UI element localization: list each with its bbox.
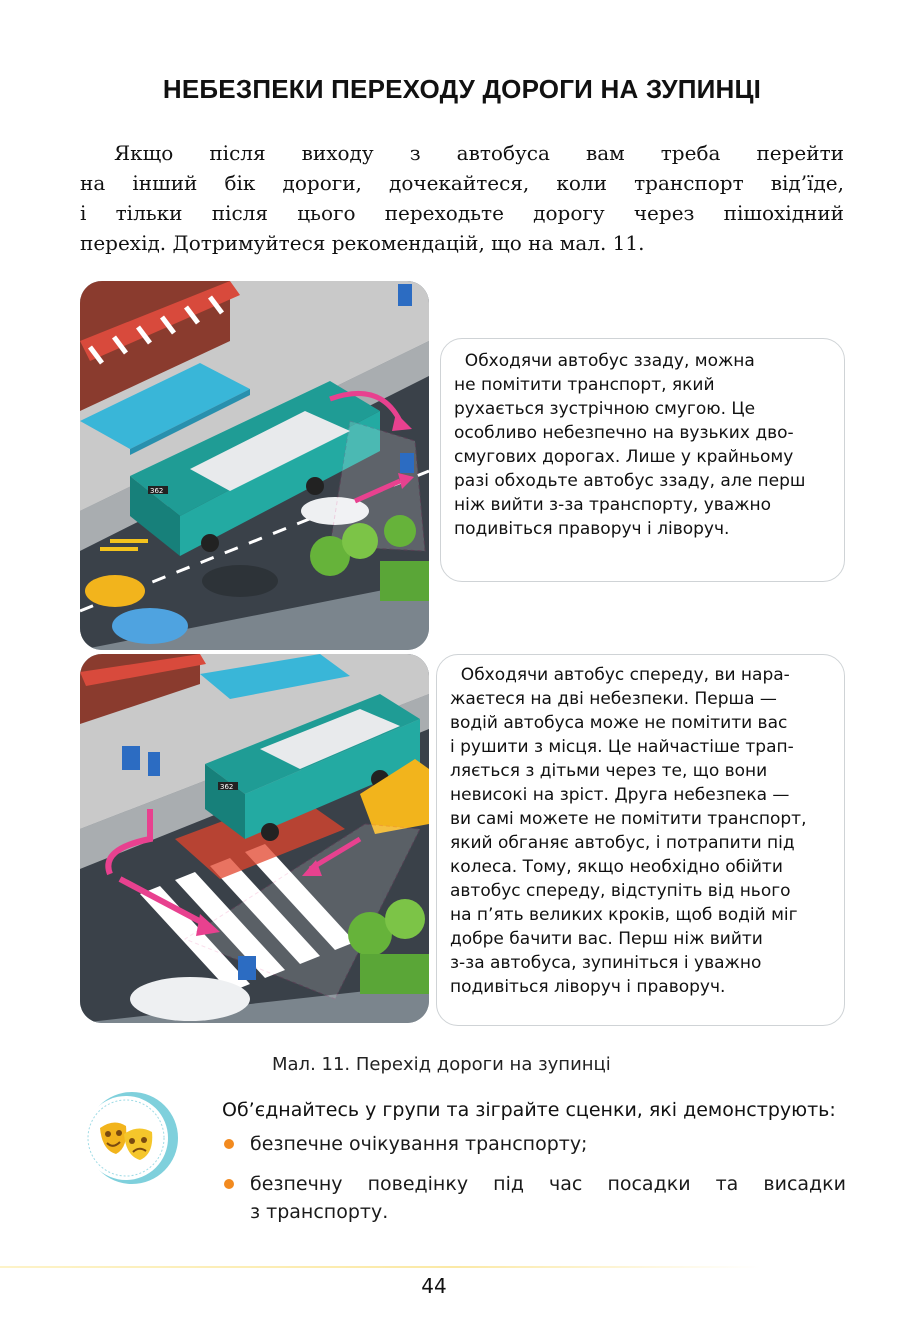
- callout-line: і рушити з місця. Це найчастіше трап-: [450, 737, 794, 757]
- intro-line: на інший бік дороги, дочекайтеся, коли транспорт від’їде,: [80, 171, 844, 195]
- list-item-text: безпечне очікування транспорту;: [250, 1133, 588, 1155]
- callout-line: Обходячи автобус спереду, ви нара-: [450, 665, 790, 685]
- figure-caption: Мал. 11. Перехід дороги на зупинці: [272, 1054, 611, 1075]
- theatre-masks-icon: [80, 1088, 180, 1188]
- callout-line: подивіться праворуч і ліворуч.: [454, 519, 730, 539]
- list-item: [222, 1170, 846, 1226]
- callout-line: рухається зустрічною смугою. Це: [454, 399, 756, 419]
- callout-line: невисокі на зріст. Друга небезпека —: [450, 785, 790, 805]
- callout-line: смугових дорогах. Лише у крайньому: [454, 447, 794, 467]
- illustration-walk-front-bus: [80, 654, 429, 1023]
- list-item-text: безпечну поведінку під час посадки та висадки: [250, 1173, 846, 1195]
- callout-line: який обганяє автобус, і потрапити під: [450, 833, 795, 853]
- intro-line: перехід. Дотримуйтеся рекомендацій, що на мал. 11.: [80, 231, 645, 255]
- bullet-dot-icon: [224, 1179, 234, 1189]
- callout-line: на п’ять великих кроків, щоб водій міг: [450, 905, 798, 925]
- callout-walk-behind: [440, 338, 845, 582]
- street-scene-2: [80, 654, 429, 1023]
- callout-line: ніж вийти з-за транспорту, уважно: [454, 495, 772, 515]
- bullet-dot-icon: [224, 1139, 234, 1149]
- list-item: [222, 1130, 846, 1158]
- illustration-walk-behind-bus: [80, 281, 429, 650]
- intro-paragraph: [80, 138, 844, 258]
- callout-line: ляється з дітьми через те, що вони: [450, 761, 768, 781]
- bus-number: 362: [150, 487, 164, 495]
- intro-line: і тільки після цього переходьте дорогу через пішохідний: [80, 201, 844, 225]
- callout-line: не помітити транспорт, який: [454, 375, 715, 395]
- task-text: Об’єднайтесь у групи та зіграйте сценки, які демонструють:: [222, 1099, 836, 1121]
- callout-line: Обходячи автобус ззаду, можна: [454, 351, 755, 371]
- page-title: НЕБЕЗПЕКИ ПЕРЕХОДУ ДОРОГИ НА ЗУПИНЦІ: [162, 74, 762, 104]
- callout-line: водій автобуса може не помітити вас: [450, 713, 788, 733]
- callout-walk-front: [436, 654, 845, 1026]
- list-item-text: з транспорту.: [250, 1201, 389, 1223]
- callout-line: добре бачити вас. Перш ніж вийти: [450, 929, 763, 949]
- task-list: [222, 1130, 846, 1238]
- callout-line: колеса. Тому, якщо необхідно обійти: [450, 857, 783, 877]
- callout-line: ви самі можете не помітити транспорт,: [450, 809, 807, 829]
- page-number: 44: [421, 1274, 447, 1298]
- footer-divider: [0, 1266, 760, 1268]
- callout-line: особливо небезпечно на вузьких дво-: [454, 423, 794, 443]
- callout-line: з-за автобуса, зупиніться і уважно: [450, 953, 762, 973]
- street-scene-1: [80, 281, 429, 650]
- callout-line: разі обходьте автобус ззаду, але перш: [454, 471, 806, 491]
- bus-number: 362: [220, 783, 234, 791]
- callout-line: подивіться ліворуч і праворуч.: [450, 977, 726, 997]
- intro-line: Якщо після виходу з автобуса вам треба перейти: [114, 141, 844, 165]
- callout-line: автобус спереду, відступіть від нього: [450, 881, 791, 901]
- callout-line: жаєтеся на дві небезпеки. Перша —: [450, 689, 777, 709]
